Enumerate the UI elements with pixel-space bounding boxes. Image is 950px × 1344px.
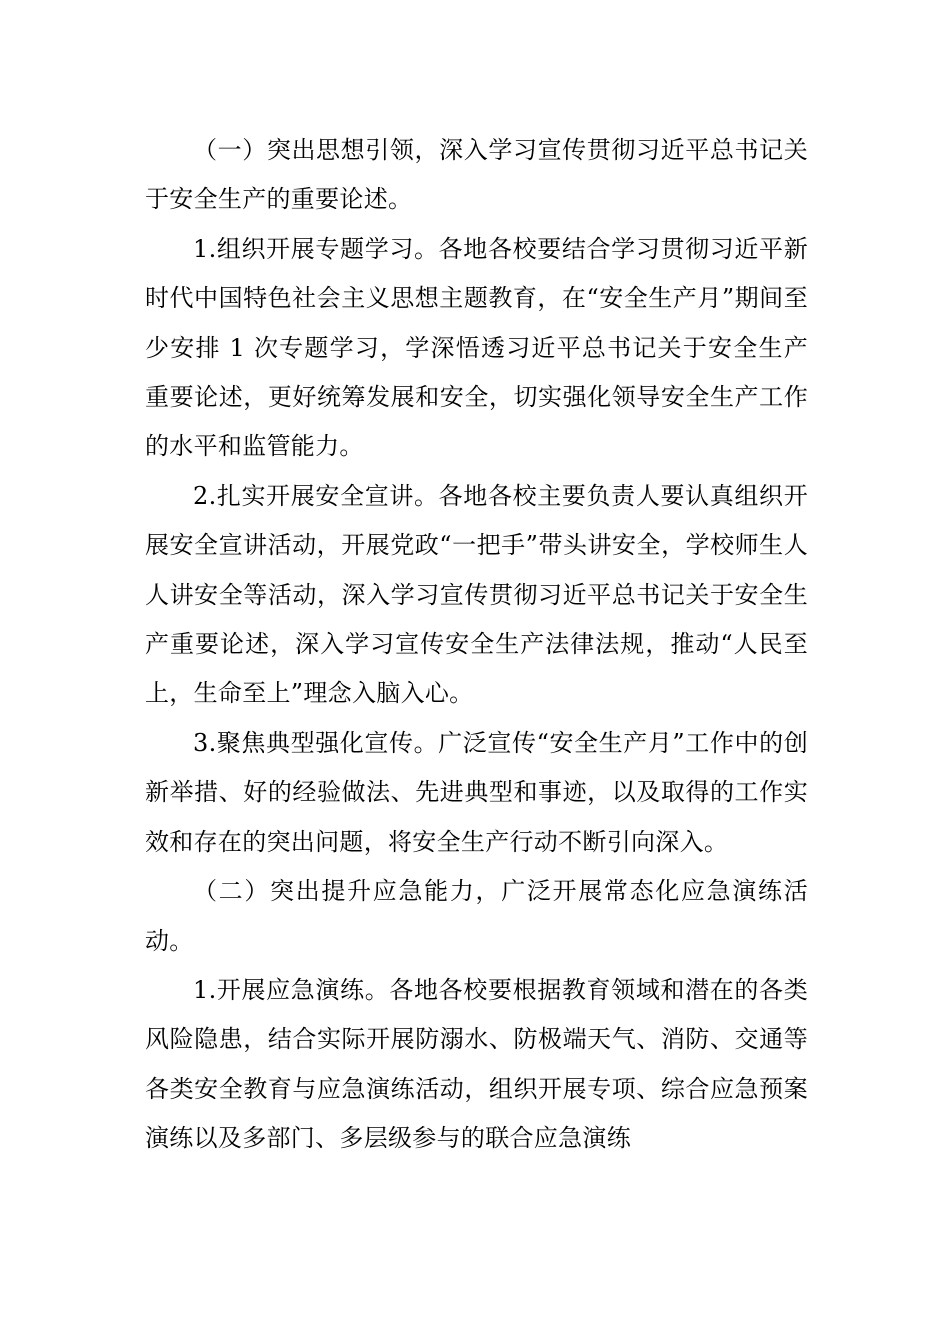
paragraph-safety-lecture: 2.扎实开展安全宣讲。各地各校主要负责人要认真组织开展安全宣讲活动，开展党政“一把手”带头讲安全，学校师生人人讲安全等活动，深入学习宣传贯彻习近平总书记关于安全生产重要论述，深入学习宣传安全生产法律法规，推动“人民至上，生命至上”理念入脑入心。 [145, 481, 808, 708]
paragraph-special-study: 1.组织开展专题学习。各地各校要结合学习贯彻习近平新时代中国特色社会主义思想主题教育，在“安全生产月”期间至少安排 1 次专题学习，学深悟透习近平总书记关于安全生产重要论述，更好统筹发展和安全，切实强化领导安全生产工作的水平和监管能力。 [145, 234, 808, 461]
paragraph-emergency-drill: 1.开展应急演练。各地各校要根据教育领域和潜在的各类风险隐患，结合实际开展防溺水、防极端天气、消防、交通等各类安全教育与应急演练活动，组织开展专项、综合应急预案演练以及多部门、多层级参与的联合应急演练 [145, 975, 808, 1153]
section-heading-2: （二）突出提升应急能力，广泛开展常态化应急演练活动。 [145, 877, 808, 955]
paragraph-typical-publicity: 3.聚焦典型强化宣传。广泛宣传“安全生产月”工作中的创新举措、好的经验做法、先进典型和事迹，以及取得的工作实效和存在的突出问题，将安全生产行动不断引向深入。 [145, 728, 808, 856]
document-body [145, 126, 808, 1164]
section-heading-1: （一）突出思想引领，深入学习宣传贯彻习近平总书记关于安全生产的重要论述。 [145, 136, 808, 214]
